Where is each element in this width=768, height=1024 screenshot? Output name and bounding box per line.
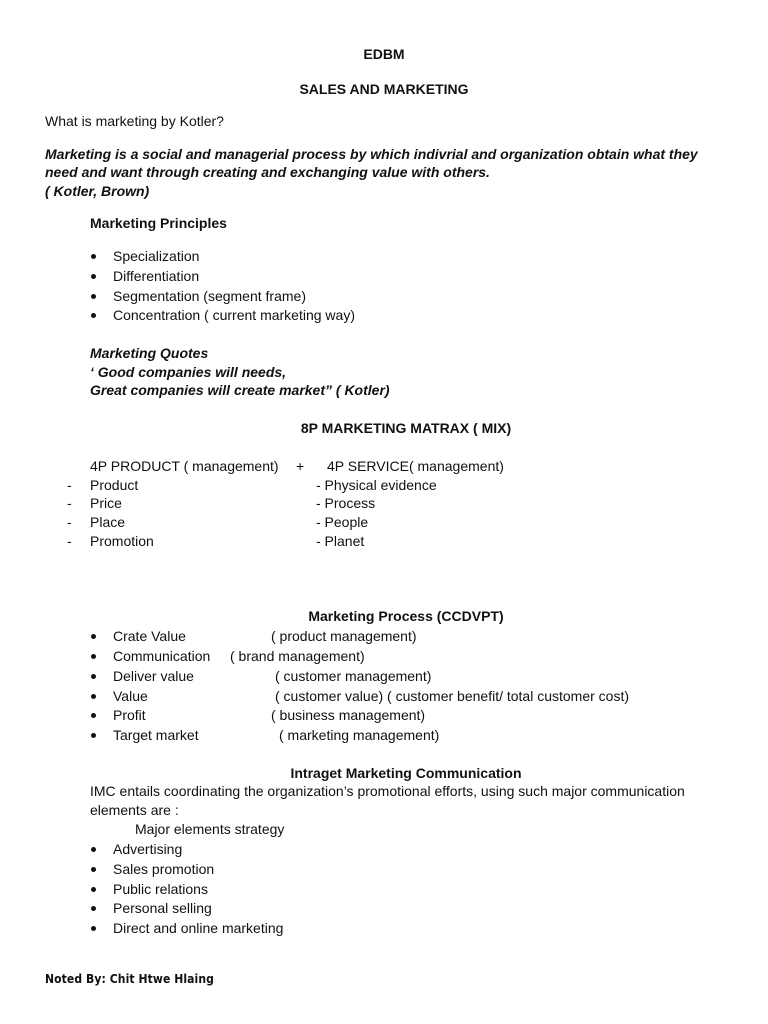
bullet-dot (91, 926, 96, 931)
matrix-right-header: 4P SERVICE( management) (327, 458, 504, 474)
bullet-dot (91, 674, 96, 679)
imc-item: Advertising (113, 841, 183, 857)
process-item-note: ( marketing management) (279, 727, 440, 743)
process-item-label: Deliver value (113, 668, 194, 684)
process-item-note: ( business management) (271, 707, 426, 723)
process-heading: Marketing Process (CCDVPT) (308, 608, 504, 624)
principles-heading: Marketing Principles (90, 215, 227, 231)
imc-subheading: Major elements strategy (135, 821, 285, 837)
imc-heading: Intraget Marketing Communication (290, 765, 522, 781)
bullet-dot (91, 654, 96, 659)
process-item-label: Crate Value (113, 628, 186, 644)
matrix-plus: + (296, 458, 305, 474)
bullet-dot (91, 634, 96, 639)
process-item-label: Target market (113, 727, 199, 743)
bullet-dot (91, 906, 96, 911)
quote-line-1: ‘ Good companies will needs, (90, 364, 287, 380)
bullet-dot (91, 713, 96, 718)
process-item-label: Value (113, 688, 148, 704)
dash-marker: - (67, 514, 72, 530)
service-mix-item: - Process (316, 495, 376, 511)
principle-item: Differentiation (113, 268, 200, 284)
principle-item: Specialization (113, 248, 200, 264)
quotes-heading: Marketing Quotes (90, 345, 209, 361)
bullet-dot (91, 847, 96, 852)
product-mix-item: Product (90, 477, 139, 493)
process-item-note: ( customer management) (275, 668, 432, 684)
bullet-dot (91, 254, 96, 259)
principle-item: Concentration ( current marketing way) (113, 307, 355, 323)
process-item-note: ( product management) (271, 628, 417, 644)
process-item-note: ( customer value) ( customer benefit/ total customer cost) (275, 688, 630, 704)
imc-item: Personal selling (113, 900, 212, 916)
imc-line-2: elements are : (90, 802, 179, 818)
bullet-dot (91, 694, 96, 699)
process-item-note: ( brand management) (230, 648, 365, 664)
noted-by-footer: Noted By: Chit Htwe Hlaing (45, 972, 214, 986)
bullet-dot (91, 887, 96, 892)
imc-line-1: IMC entails coordinating the organization’s promotional efforts, using such major communication (90, 783, 685, 799)
imc-item: Direct and online marketing (113, 920, 284, 936)
bullet-dot (91, 867, 96, 872)
product-mix-item: Promotion (90, 533, 154, 549)
document-title: EDBM (363, 46, 405, 62)
service-mix-item: - Physical evidence (316, 477, 437, 493)
principle-item: Segmentation (segment frame) (113, 288, 306, 304)
document-subtitle: SALES AND MARKETING (299, 81, 469, 97)
imc-item: Public relations (113, 881, 208, 897)
service-mix-item: - Planet (316, 533, 365, 549)
bullet-dot (91, 733, 96, 738)
dash-marker: - (67, 477, 72, 493)
definition-line-2: need and want through creating and exchanging value with others. (45, 164, 490, 180)
bullet-dot (91, 294, 96, 299)
service-mix-item: - People (316, 514, 369, 530)
product-mix-item: Price (90, 495, 122, 511)
definition-line-1: Marketing is a social and managerial process by which indivrial and organization obtain what they (45, 146, 698, 162)
bullet-dot (91, 274, 96, 279)
matrix-heading: 8P MARKETING MATRAX ( MIX) (300, 420, 512, 436)
product-mix-item: Place (90, 514, 126, 530)
kotler-question: What is marketing by Kotler? (45, 113, 224, 129)
quote-line-2: Great companies will create market” ( Kotler) (90, 382, 390, 398)
bullet-dot (91, 313, 96, 318)
definition-citation: ( Kotler, Brown) (45, 183, 150, 199)
process-item-label: Communication (113, 648, 211, 664)
dash-marker: - (67, 495, 72, 511)
process-item-label: Profit (113, 707, 146, 723)
matrix-left-header: 4P PRODUCT ( management) (90, 458, 279, 474)
dash-marker: - (67, 533, 72, 549)
imc-item: Sales promotion (113, 861, 215, 877)
